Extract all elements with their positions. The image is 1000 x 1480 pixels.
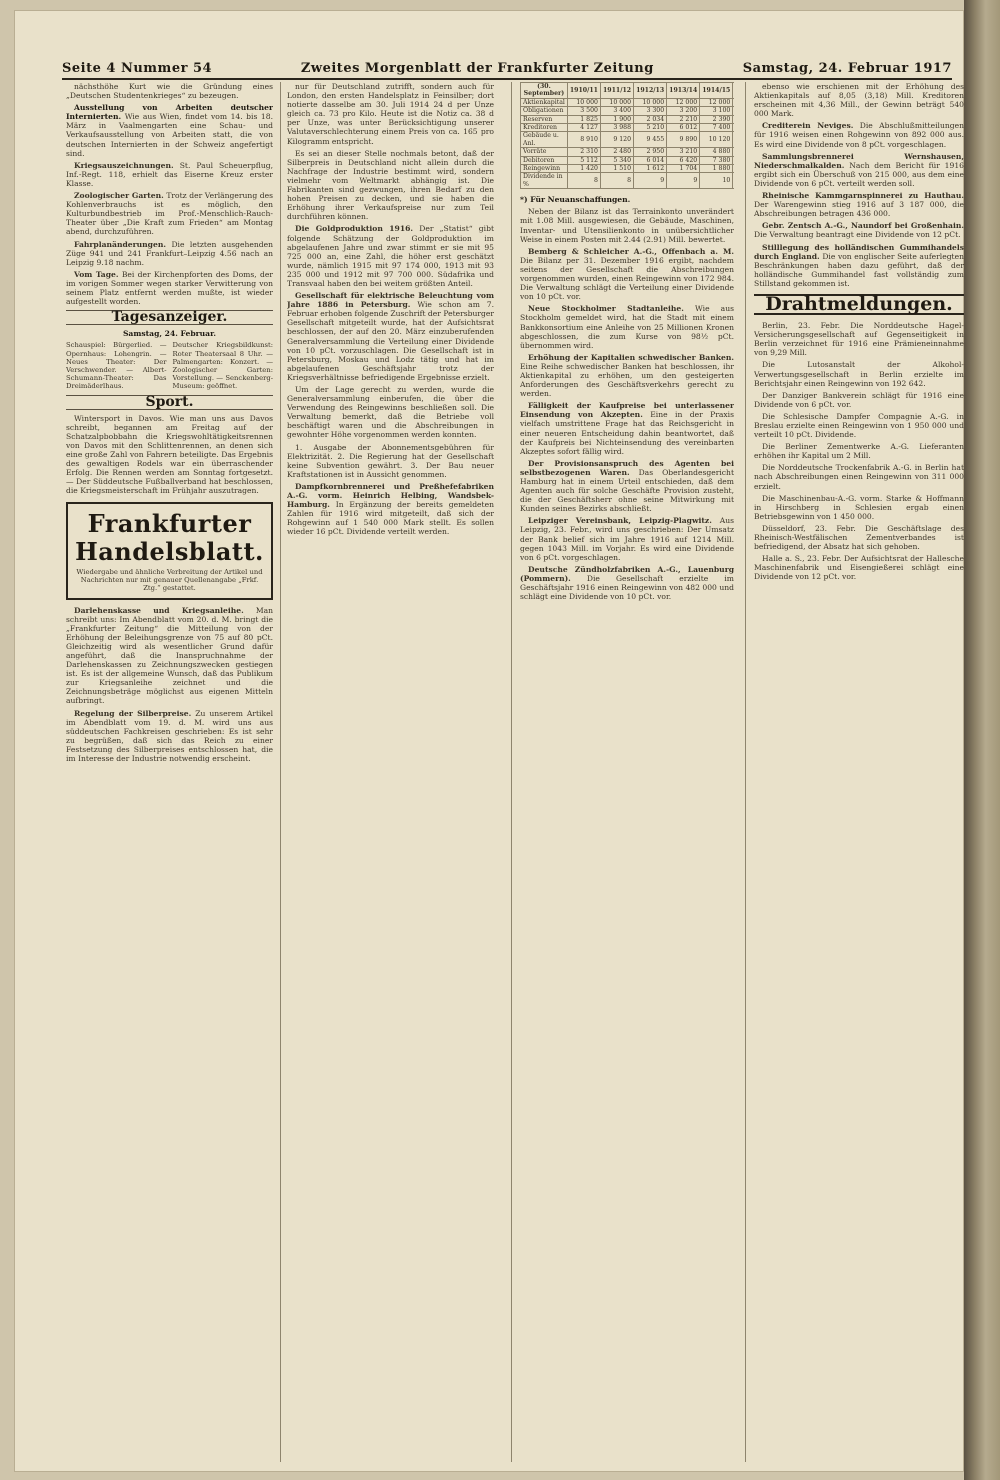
article-text: Zu unserem Artikel im Abendblatt vom 19. d. M. wird uns aus süddeutschen Fachkreisen geschrieben: Es ist sehr zu begrüßen, daß sich das Reich zu einer Festsetzung des Silberpreises entschlossen hat, die im Interesse der Industrie notwendig erscheint. <box>66 708 273 763</box>
article-text: Eine in der Praxis vielfach umstrittene Frage hat das Reichsgericht in einer neueren Entscheidung dahin beantwortet, daß der Kaufpreis bei Nichteinsendung des vereinbarten Akzeptes sofort fällig wird. <box>520 410 734 456</box>
table-cell: 3 210 <box>667 148 700 156</box>
article-text: Nach dem Bericht für 1916 ergibt sich ein Überschuß von 215 000, aus dem eine Dividende von 6 pCt. verteilt werden soll. <box>754 160 964 188</box>
table-cell: Kreditoren <box>521 124 568 132</box>
sport-title: Sport. <box>66 395 273 410</box>
table-cell: 6 420 <box>667 156 700 164</box>
article-heading: Fahrplanänderungen. <box>74 239 166 249</box>
table-header-cell: 1914/15 <box>700 83 733 99</box>
table-cell <box>733 124 734 132</box>
table-cell: 10 120 <box>700 132 733 148</box>
article-text: In Ergänzung der bereits gemeldeten Zahlen für 1916 wird mitgeteilt, daß sich der Rohgewinn auf 1 540 000 Mark stellt. Es sollen wieder 16 pCt. Dividende verteilt werden. <box>287 500 494 537</box>
wire-report: Die Lutosanstalt der Alkohol-Verwertungsgesellschaft in Berlin erzielte im Berichtsjahr einen Reingewinn von 192 642. <box>754 360 964 388</box>
table-row <box>521 156 735 164</box>
table-cell: 7 380 <box>700 156 733 164</box>
article-text: Der Warengewinn stieg 1916 auf 3 187 000, die Abschreibungen betragen 436 000. <box>754 200 964 219</box>
article-heading: Neue Stockholmer Stadtanleihe. <box>528 304 684 314</box>
article-paragraph <box>520 565 734 601</box>
article-heading: Ausstellung von Arbeiten deutscher Internierten. <box>66 103 273 122</box>
article-paragraph <box>520 304 734 349</box>
header-page-number: Seite 4 Nummer 54 <box>62 61 213 76</box>
wire-report: Berlin, 23. Febr. Die Norddeutsche Hagel-Versicherungsgesellschaft auf Gegenseitigkeit in Berlin verzeichnet für 1916 eine Prämieneinnahme von 9,29 Mill. <box>754 321 964 358</box>
article-heading: Der Provisionsanspruch des Agenten bei selbstbezogenen Waren. <box>520 458 734 477</box>
table-header-cell: 1910/11 <box>567 83 600 99</box>
table-cell: 9 <box>667 173 700 189</box>
table-cell: 2 480 <box>600 148 633 156</box>
table-cell: 3 100 <box>700 107 733 115</box>
column-rule <box>745 82 746 1462</box>
article-paragraph <box>287 482 494 537</box>
article-paragraph <box>520 247 734 302</box>
article-text: Die Bilanz per 31. Dezember 1916 ergibt, nachdem seitens der Gesellschaft die Abschreibungen vorgenommen wurden, einen Reingewinn von 172 984. Die Verwaltung schlägt die Verteilung einer Dividende von 10 pCt. vor. <box>520 255 734 302</box>
table-cell: Gebäude u. Anl. <box>521 132 568 148</box>
article-paragraph <box>754 191 964 218</box>
table-header-cell <box>733 83 734 99</box>
article-paragraph <box>66 270 273 306</box>
table-cell: 10 000 <box>634 98 667 106</box>
wire-report: Der Danziger Bankverein schlägt für 1916 eine Dividende von 6 pCt. vor. <box>754 390 964 409</box>
article-heading: Dampfkornbrennerei und Preßhefefabriken A.-G. vorm. Heinrich Helbing, Wandsbek-Hamburg. <box>287 481 494 510</box>
table-cell: 12 000 <box>667 98 700 106</box>
article-paragraph <box>66 606 273 706</box>
article-heading: Fälligkeit der Kaufpreise bei unterlassener Einsendung von Akzepten. <box>520 401 734 420</box>
article-heading: Vom Tage. <box>74 269 119 279</box>
table-cell: 1 704 <box>667 165 700 173</box>
column-4 <box>754 82 964 1470</box>
article-text: Wie aus Stockholm gemeldet wird, hat die Stadt mit einem Bankkonsortium eine Anleihe von 25 Millionen Kronen abgeschlossen, die zum Kurse von 98½ pCt. übernommen wird. <box>520 304 734 350</box>
article-heading: Leipziger Vereinsbank, Leipzig-Plagwitz. <box>528 516 712 526</box>
binding-gutter <box>964 0 1000 1480</box>
table-cell: 3 200 <box>667 107 700 115</box>
article-text: Eine Reihe schwedischer Banken hat beschlossen, ihr Aktienkapital zu erhöhen, um den gesteigerten Anforderungen des Geschäftsverkehrs gerecht zu werden. <box>520 361 734 399</box>
article-text: Trotz der Verlängerung des Kohlenverbrauchs ist es möglich, den Kulturbundbestrieb im Prof.-Menschlich-Rauch-Theater über „Die Kraft zum Frieden“ am Montag abend, durchzuführen. <box>66 191 273 237</box>
table-cell: 8 <box>567 173 600 189</box>
handelsblatt-title: Frankfurter Handelsblatt. <box>75 508 264 566</box>
article-text: Man schreibt uns: Im Abendblatt vom 20. d. M. bringt die „Frankfurter Zeitung“ die Mitteilung von der Erhöhung der Beleihungsgrenze von 75 auf 80 pCt. Gleichzeitig wird als wesentlicher Grund dafür angeführt, daß die Inanspruchnahme der Darlehenskassen zu Zeichnungszwecken gestiegen ist. Es ist der allgemeine Wunsch, daß das Publikum zur Kriegsanleihe zeichnet und die Zeichnungsbeträge möglichst aus eigenen Mitteln aufbringt. <box>66 605 273 706</box>
table-cell: 5 340 <box>600 156 633 164</box>
table-row <box>521 107 735 115</box>
table-cell: 3 500 <box>567 107 600 115</box>
table-cell <box>733 148 734 156</box>
article-text: Der „Statist“ gibt folgende Schätzung der Goldproduktion im abgelaufenen Jahre und zwar stimmt er sie mit 95 725 000 an, eine Zahl, die höher erst geschätzt wurde, nämlich 1915 mit 97 174 000, 1913 mit 93 235 000 und 1912 mit 97 700 000. Südafrika und Transvaal haben den bei weitem größten Anteil. <box>287 224 494 288</box>
table-cell: 9 120 <box>600 132 633 148</box>
table-cell: 7 400 <box>700 124 733 132</box>
wire-report: Düsseldorf, 23. Febr. Die Geschäftslage des Rheinisch-Westfälischen Zementverbandes ist befriedigend, der Absatz hat sich gehoben. <box>754 523 964 552</box>
tagesanzeiger-listing <box>66 341 273 390</box>
table-cell <box>733 156 734 164</box>
table-cell: Dividende in % <box>521 173 568 189</box>
table-cell <box>733 115 734 123</box>
table-cell: 4 127 <box>567 124 600 132</box>
wire-report: Die Schlesische Dampfer Compagnie A.-G. in Breslau erzielte einen Reingewinn von 1 950 000 und verteilt 10 pCt. Dividende. <box>754 411 964 440</box>
table-row <box>521 115 735 123</box>
table-cell: 2 390 <box>700 115 733 123</box>
table-row <box>521 173 735 189</box>
column-1 <box>66 82 273 1470</box>
article-heading: Sammlungsbrennerei Wernshausen, Niederschmalkalden. <box>754 151 964 170</box>
table-row <box>521 132 735 148</box>
table-note: *) Für Neuanschaffungen. <box>520 195 631 205</box>
article-paragraph <box>520 516 734 561</box>
article-paragraph <box>754 243 964 288</box>
article-text: St. Paul Scheuerpflug, Inf.-Regt. 118, erhielt das Eiserne Kreuz erster Klasse. <box>66 160 273 188</box>
table-cell: 6 014 <box>634 156 667 164</box>
article-heading: Crediterein Neviges. <box>762 121 854 131</box>
column-2 <box>287 82 494 1470</box>
article-paragraph: nur für Deutschland zutrifft, sondern auch für London, den ersten Handelsplatz in Feinsilber; dort notierte dasselbe am 30. Juli 1914 24 d per Unze gleich ca. 73 pro Kilo. Heute ist die Notiz ca. 38 d per Unze, was unter Berücksichtigung unserer Valutaverschlechterung einem Preis von ca. 165 pro Kilogramm entspricht. <box>287 82 494 146</box>
table-cell <box>733 132 734 148</box>
table-cell: 10 000 <box>567 98 600 106</box>
article-paragraph <box>66 240 273 267</box>
article-heading: Regelung der Silberpreise. <box>74 708 192 718</box>
article-paragraph <box>66 161 273 188</box>
table-cell: 2 210 <box>667 115 700 123</box>
table-row <box>521 124 735 132</box>
article-text: Bei der Kirchenpforten des Doms, der im vorigen Sommer wegen starker Verwitterung von seinem Platz entfernt werden mußte, ist wieder aufgestellt worden. <box>66 269 273 307</box>
article-heading: Darlehenskasse und Kriegsanleihe. <box>74 605 244 615</box>
table-cell: Reingewinn <box>521 165 568 173</box>
article-text: Aus Leipzig, 23. Febr., wird uns geschrieben: Der Umsatz der Bank belief sich im Jahre 1916 auf 1214 Mill. gegen 1043 Mill. im Vorjahr. Es wird eine Dividende von 6 pCt. vorgeschlagen. <box>520 516 734 562</box>
article-paragraph: Um der Lage gerecht zu werden, wurde die Generalversammlung einberufen, die über die Verwendung des Reingewinns beschließen soll. Die Verwaltung bemerkt, daß die Betriebe voll beschäftigt waren und die Abschreibungen in gewohnter Höhe vorgenommen werden konnten. <box>287 385 494 440</box>
article-heading: Die Goldproduktion 1916. <box>295 224 414 234</box>
table-cell: 1 880 <box>700 165 733 173</box>
article-heading: Erhöhung der Kapitalien schwedischer Banken. <box>528 352 734 362</box>
table-cell: Reserven <box>521 115 568 123</box>
handelsblatt-masthead <box>66 502 273 600</box>
table-cell: 10 000 <box>600 98 633 106</box>
article-paragraph <box>66 103 273 158</box>
article-paragraph <box>754 221 964 239</box>
table-cell: 3 988 <box>600 124 633 132</box>
table-header-cell: 1913/14 <box>667 83 700 99</box>
article-paragraph <box>287 291 494 382</box>
article-heading: Zoologischer Garten. <box>74 191 164 201</box>
article-text: Die letzten ausgehenden Züge 941 und 241 Frankfurt–Leipzig 4.56 nach an Leipzig 9.18 nachm. <box>66 239 273 267</box>
table-cell: 1 510 <box>600 165 633 173</box>
table-cell <box>733 107 734 115</box>
table-cell: Debitoren <box>521 156 568 164</box>
tagesanzeiger-title: Tagesanzeiger. <box>66 310 273 325</box>
sport-article: Wintersport in Davos. Wie man uns aus Davos schreibt, begannen am Freitag auf der Schatzalpbobbahn die Kriegswohltätigkeitsrennen von Davos mit den Schlittenrennen, an denen sich eine große Zahl von Fahrern beteiligte. Das Ergebnis des gewaltigen Rodels war ein überraschender Erfolg. Die Rennen werden am Sonntag fortgesetzt. — Der Süddeutsche Fußballverband hat beschlossen, die Kriegsmeisterschaft im Frühjahr auszutragen. <box>66 413 273 496</box>
article-paragraph <box>520 401 734 456</box>
table-header-cell: 1912/13 <box>634 83 667 99</box>
article-paragraph <box>520 353 734 398</box>
article-paragraph: 1. Ausgabe der Abonnementsgebühren für Elektrizität. 2. Die Regierung hat der Gesellschaft keine Subvention gewährt. 3. Der Bau neuer Kraftstationen ist in Aussicht genommen. <box>287 442 494 479</box>
article-heading: Gesellschaft für elektrische Beleuchtung vom Jahre 1886 in Petersburg. <box>287 291 494 310</box>
table-cell: Aktienkapital <box>521 98 568 106</box>
article-paragraph: Neben der Bilanz ist das Terrainkonto unverändert mit 1.08 Mill. ausgewiesen, die Gebäude, Maschinen, Inventar- und Utensilienkonto in unübersichtlicher Weise in einem Posten mit 2.44 (2.91) Mill. bewertet. <box>520 207 734 244</box>
column-rule <box>280 82 281 1462</box>
tagesanzeiger-left: Schauspiel: Bürgerlied. — Opernhaus: Lohengrin. — Neues Theater: Der Verschwender. — Albert-Schumann-Theater: Das Dreimäderlhaus. <box>66 341 167 391</box>
handelsblatt-notice: Wiedergabe und ähnliche Verbreitung der Artikel und Nachrichten nur mit genauer Quellenangabe „Frkf. Ztg.“ gestattet. <box>76 567 263 592</box>
table-body <box>521 98 735 188</box>
table-cell: 9 <box>634 173 667 189</box>
table-cell: 4 880 <box>700 148 733 156</box>
balance-table <box>520 82 734 189</box>
table-cell: Obligationen <box>521 107 568 115</box>
wire-report: Die Maschinenbau-A.-G. vorm. Starke & Hoffmann in Hirschberg in Schlesien ergab einen Betriebsgewinn von 1 450 000. <box>754 493 964 521</box>
article-paragraph <box>66 709 273 764</box>
table-cell <box>733 173 734 189</box>
table-cell: 1 420 <box>567 165 600 173</box>
table-header-row <box>521 83 735 99</box>
tagesanzeiger-date: Samstag, 24. Februar. <box>122 329 217 339</box>
article-text: Die Gesellschaft erzielte im Geschäftsjahr 1916 einen Reingewinn von 482 000 und schlägt eine Dividende von 10 pCt. vor. <box>520 573 734 602</box>
column-3 <box>520 82 734 1470</box>
wire-report: Die Norddeutsche Trockenfabrik A.-G. in Berlin hat nach Abschreibungen einen Reingewinn von 311 000 erzielt. <box>754 463 964 491</box>
wire-report: Halle a. S., 23. Febr. Der Aufsichtsrat der Hallesche Maschinenfabrik und Eisengießerei schlägt eine Dividende von 12 pCt. vor. <box>754 554 964 582</box>
table-cell <box>733 98 734 106</box>
article-text: Die von englischer Seite auferlegten Beschränkungen haben dazu geführt, daß der holländische Gummihandel fast vollständig zum Stillstand gekommen ist. <box>754 251 964 288</box>
article-heading: Deutsche Zündholzfabriken A.-G., Lauenburg (Pommern). <box>520 564 734 583</box>
table-cell: Vorräte <box>521 148 568 156</box>
table-cell: 10 <box>700 173 733 189</box>
table-cell: 1 900 <box>600 115 633 123</box>
article-heading: Kriegsauszeichnungen. <box>74 160 174 170</box>
article-paragraph <box>287 224 494 288</box>
table-row <box>521 165 735 173</box>
table-cell: 6 012 <box>667 124 700 132</box>
header-date: Samstag, 24. Februar 1917 <box>742 61 952 76</box>
table-row <box>521 98 735 106</box>
article-paragraph <box>754 152 964 188</box>
article-text: Das Oberlandesgericht Hamburg hat in einem Urteil entschieden, daß dem Agenten auch für solche Geschäfte Provision zusteht, die der Geschäftsherr ohne seine Mitwirkung mit Kunden seines Bezirks abschließt. <box>520 467 734 514</box>
table-cell: 8 910 <box>567 132 600 148</box>
table-cell: 12 000 <box>700 98 733 106</box>
article-text: Die Abschlußmitteilungen für 1916 weisen einen Rohgewinn von 892 000 aus. Es wird eine Dividende von 8 pCt. vorgeschlagen. <box>754 121 964 149</box>
table-cell: 9 890 <box>667 132 700 148</box>
article-heading: Bemberg & Schleicher A.-G., Offenbach a. M. <box>528 246 734 256</box>
table-cell: 2 950 <box>634 148 667 156</box>
page-header <box>62 54 952 80</box>
article-heading: Gebr. Zentsch A.-G., Naundorf bei Großenhain. <box>762 221 964 231</box>
table-cell: 2 034 <box>634 115 667 123</box>
table-cell: 3 300 <box>634 107 667 115</box>
article-paragraph: ebenso wie erschienen mit der Erhöhung des Aktienkapitals auf 8,05 (3,18) Mill. Kreditoren erscheinen mit 4,36 Mill., der Gewinn beträgt 540 000 Mark. <box>754 82 964 119</box>
table-cell: 9 455 <box>634 132 667 148</box>
article-paragraph <box>754 121 964 148</box>
table-cell: 1 825 <box>567 115 600 123</box>
article-paragraph <box>66 191 273 236</box>
tagesanzeiger-right: Deutscher Kriegsbildkunst: Roter Theatersaal 8 Uhr. — Palmengarten: Konzert. — Zoologischer Garten: Vorstellung. — Senckenberg-Museum: geöffnet. <box>172 341 273 391</box>
table-cell: 8 <box>600 173 633 189</box>
article-text: Die Verwaltung beantragt eine Dividende von 12 pCt. <box>754 230 961 240</box>
table-cell: 5 112 <box>567 156 600 164</box>
table-cell: 1 612 <box>634 165 667 173</box>
table-header-cell: (30. September) <box>521 83 568 99</box>
article-heading: Rheinische Kammgarnspinnerei zu Hauthau. <box>762 191 964 201</box>
article-paragraph <box>520 459 734 514</box>
table-cell: 5 210 <box>634 124 667 132</box>
table-header-cell: 1911/12 <box>600 83 633 99</box>
article-intro: nächsthöhe Kurt wie die Gründung eines „Deutschen Studentenkrieges“ zu bezeugen. <box>66 82 273 101</box>
newspaper-page <box>14 10 964 1472</box>
article-paragraph: Es sei an dieser Stelle nochmals betont, daß der Silberpreis in Deutschland nicht allein durch die Nachfrage der Industrie bestimmt wird, sondern vielmehr vom Weltmarkt abhängig ist. Die Fabrikanten sind gezwungen, ihren Bedarf zu den hohen Preisen zu decken, und sie haben die Erhöhung ihrer Verkaufspreise nur zum Teil durchführen können. <box>287 148 494 222</box>
article-text: Wie schon am 7. Februar erhoben folgende Zuschrift der Petersburger Gesellschaft mitgeteilt wurde, hat der Aufsichtsrat beschlossen, der auf den 20. März einzuberufenden Generalversammlung die Verteilung einer Dividende von 10 pCt. vorzuschlagen. Die Gesellschaft ist in Petersburg, Moskau und Lodz tätig und hat im abgelaufenen Geschäftsjahr trotz der Kriegsverhältnisse befriedigende Ergebnisse erzielt. <box>287 300 494 382</box>
wire-report: Die Berliner Zementwerke A.-G. Lieferanten erhöhen ihr Kapital um 2 Mill. <box>754 442 964 461</box>
drahtmeldungen-title: Drahtmeldungen. <box>754 294 964 315</box>
article-text: Wie aus Wien, findet vom 14. bis 18. März in Vaalmengarten eine Schau- und Verkaufsausstellung von Arbeiten statt, die von deutschen Internierten in der Schweiz angefertigt sind. <box>66 112 273 158</box>
table-cell <box>733 165 734 173</box>
table-cell: 3 400 <box>600 107 633 115</box>
header-publication: Zweites Morgenblatt der Frankfurter Zeitung <box>300 61 654 76</box>
column-rule <box>511 82 512 1462</box>
article-heading: Stilllegung des holländischen Gummihandels durch England. <box>754 242 964 261</box>
table-row <box>521 148 735 156</box>
table-cell: 2 310 <box>567 148 600 156</box>
